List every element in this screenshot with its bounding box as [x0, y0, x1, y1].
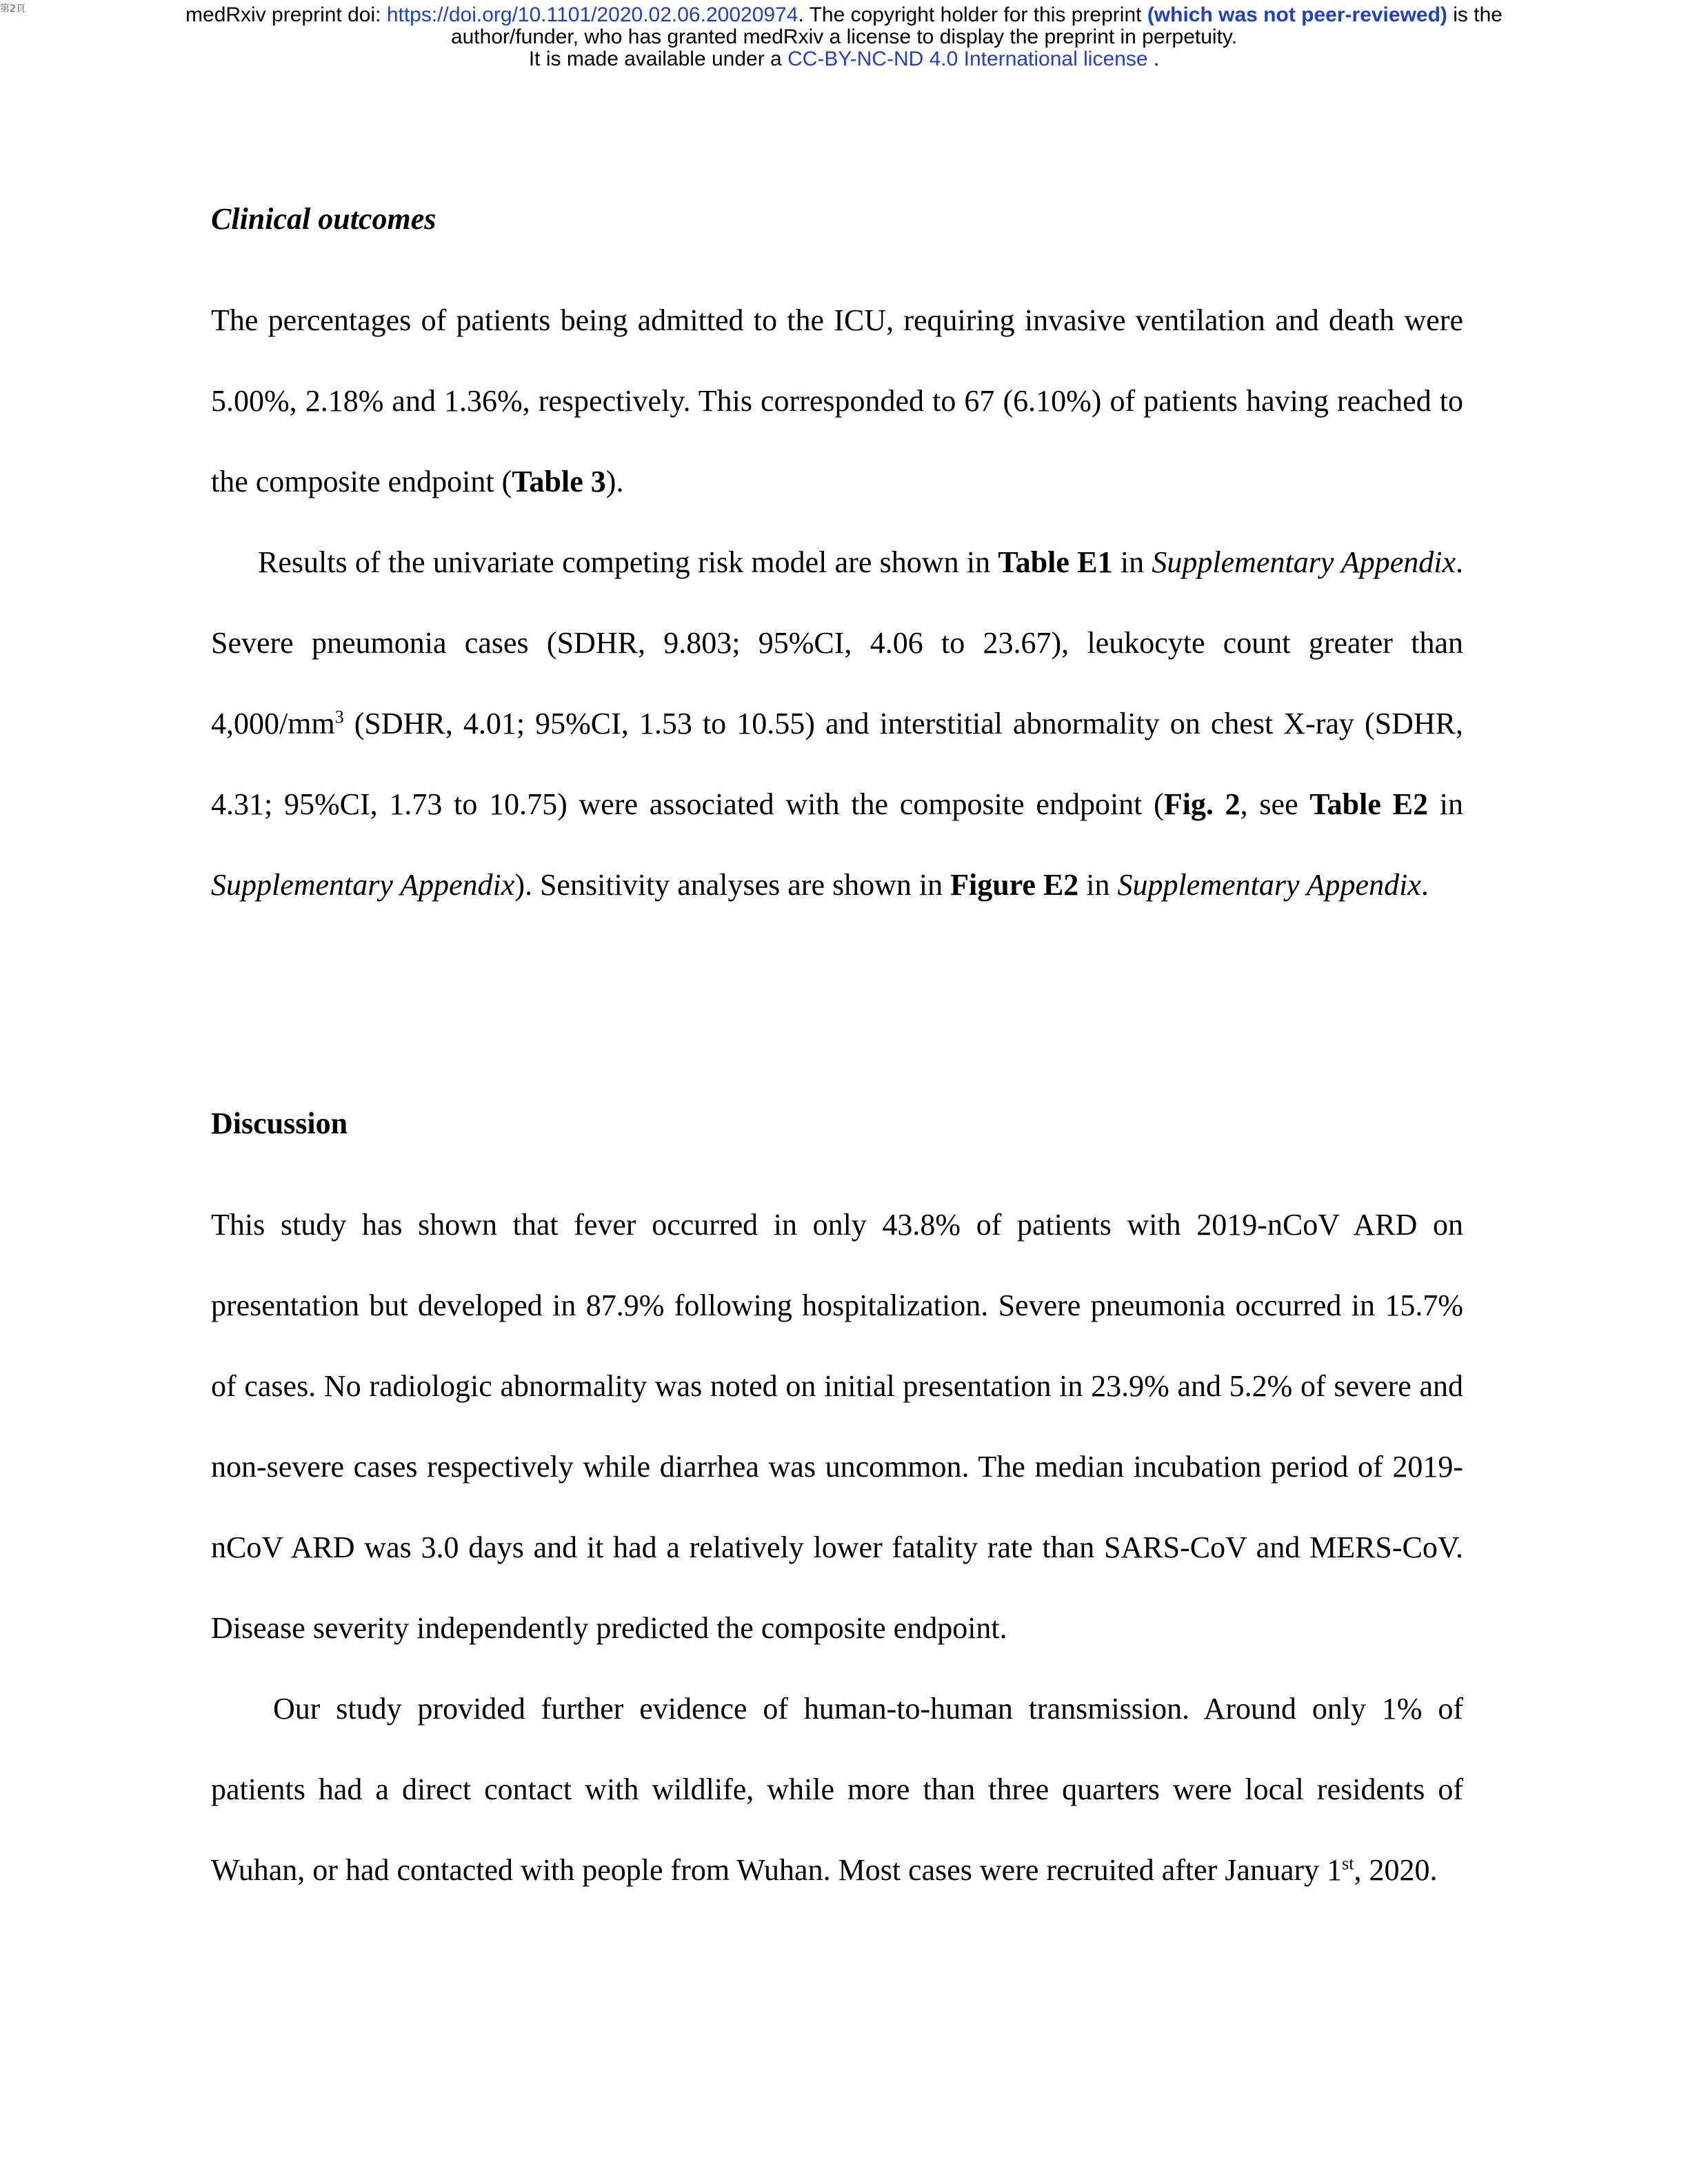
- supplementary-appendix-ref: Supplementary Appendix: [1117, 868, 1421, 902]
- text-span: ). Sensitivity analyses are shown in: [514, 868, 951, 902]
- text-span: ).: [605, 465, 624, 498]
- doi-link[interactable]: https://doi.org/10.1101/2020.02.06.20020974: [386, 3, 798, 26]
- preprint-header: [0, 4, 1688, 70]
- text-span: Results of the univariate competing risk model are shown in: [258, 545, 998, 579]
- corner-mark: 第2頁: [0, 3, 26, 14]
- peer-review-note: (which was not peer-reviewed): [1147, 3, 1447, 26]
- discussion-heading: Discussion: [211, 1106, 348, 1140]
- header-line-1: [0, 4, 1688, 26]
- page-content: [211, 200, 1463, 1910]
- superscript-3: 3: [334, 707, 344, 727]
- fig-2-ref: Fig. 2: [1163, 787, 1240, 821]
- clinical-outcomes-paragraph-1: [211, 280, 1463, 522]
- text-span: in: [1428, 787, 1463, 821]
- clinical-outcomes-heading: Clinical outcomes: [211, 202, 436, 236]
- supplementary-appendix-ref: Supplementary Appendix: [1152, 545, 1456, 579]
- table-e1-ref: Table E1: [998, 545, 1113, 579]
- figure-e2-ref: Figure E2: [950, 868, 1079, 902]
- text-span: , 2020.: [1354, 1853, 1438, 1887]
- table-3-ref: Table 3: [512, 465, 606, 498]
- header-line3-suffix: .: [1147, 48, 1160, 70]
- header-suffix: is the: [1447, 3, 1503, 26]
- text-span: The percentages of patients being admitted to the ICU, requiring invasive ventilation and death were 5.00%, 2.18% and 1.36%, respectively. This corresponded to 67 (6.10%) of patients having reached to the composite endpoint (: [211, 303, 1463, 498]
- header-line-3: [0, 48, 1688, 70]
- text-span: in: [1112, 545, 1152, 579]
- text-span: in: [1078, 868, 1118, 902]
- text-span: , see: [1240, 787, 1310, 821]
- text-span: . Severe pneumonia cases (SDHR, 9.803; 95%CI, 4.06 to 23.67), leukocyte count greater than 4,000/mm: [211, 545, 1464, 740]
- license-link[interactable]: CC-BY-NC-ND 4.0 International license: [787, 48, 1148, 70]
- header-prefix: medRxiv preprint doi:: [185, 3, 387, 26]
- text-span: Our study provided further evidence of human-to-human transmission. Around only 1% of patients had a direct contact with wildlife, while more than three quarters were local residents of Wuhan, or had contacted with people from Wuhan. Most cases were recruited after January 1: [211, 1692, 1463, 1887]
- header-line3-prefix: It is made available under a: [528, 48, 788, 70]
- discussion-paragraph-1: This study has shown that fever occurred in only 43.8% of patients with 2019-nCoV ARD on presentation but developed in 87.9% following hospitalization. Severe pneumonia occurred in 15.7% of cases. No radiologic abnormality was noted on initial presentation in 23.9% and 5.2% of severe and non-severe cases respectively while diarrhea was uncommon. The median incubation period of 2019-nCoV ARD was 3.0 days and it had a relatively lower fatality rate than SARS-CoV and MERS-CoV. Disease severity independently predicted the composite endpoint.: [211, 1208, 1463, 1645]
- clinical-outcomes-paragraph-2: [211, 522, 1463, 925]
- text-span: .: [1420, 868, 1429, 902]
- supplementary-appendix-ref: Supplementary Appendix: [211, 868, 515, 902]
- header-mid: . The copyright holder for this preprint: [798, 3, 1147, 26]
- table-e2-ref: Table E2: [1309, 787, 1428, 821]
- section-spacer: [211, 925, 1463, 1104]
- discussion-paragraph-2: [211, 1668, 1463, 1910]
- superscript-st: st: [1342, 1853, 1354, 1874]
- text-span: (SDHR, 4.01; 95%CI, 1.53 to 10.55) and interstitial abnormality on chest X-ray (SDHR, 4.31; 95%CI, 1.73 to 10.75) were associated with the composite endpoint (: [211, 707, 1463, 821]
- header-line-2: author/funder, who has granted medRxiv a license to display the preprint in perpetuity.: [450, 26, 1238, 48]
